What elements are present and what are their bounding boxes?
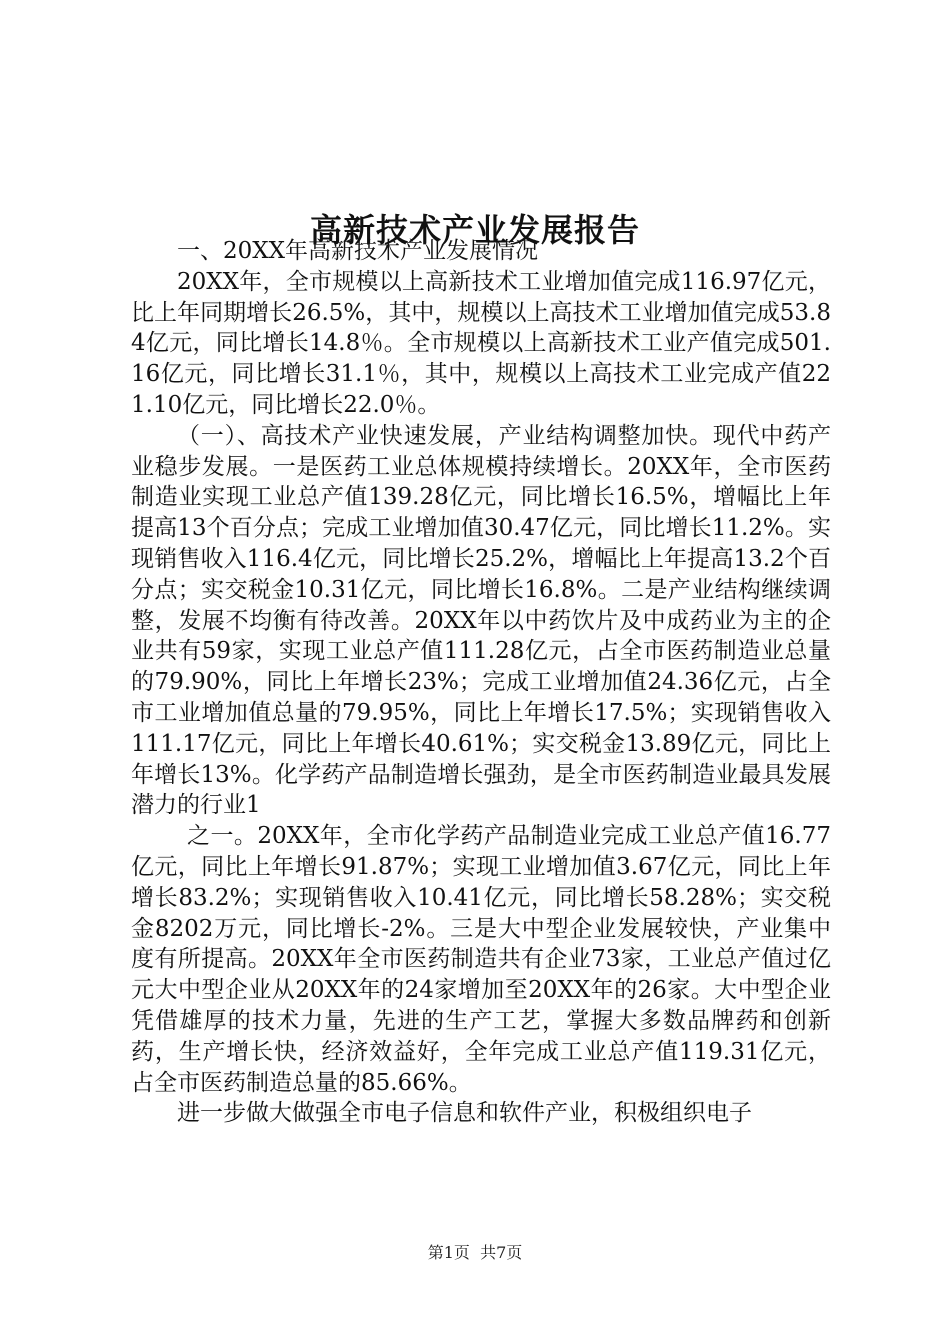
page-total: 共7页 (480, 1243, 523, 1262)
page-number: 第1页 (427, 1243, 470, 1262)
section-heading: 一、20XX年高新技术产业发展情况 (177, 238, 539, 264)
document-title: 高新技术产业发展报告 (309, 211, 640, 250)
paragraph: 20XX年，全市规模以上高新技术工业增加值完成116.97亿元，比上年同期增长26.5%，其中，规模以上高技术工业增加值完成53.84亿元，同比增长14.8％。全市规模以上高新技术工业产值完成501.16亿元，同比增长31.1％，其中，规模以上高技术工业完成产值221.10亿元，同比增长22.0％。 (131, 268, 831, 418)
paragraph: 进一步做大做强全市电子信息和软件产业，积极组织电子 (177, 1100, 752, 1127)
document-body (131, 236, 831, 1129)
paragraph: 之一。20XX年，全市化学药产品制造业完成工业总产值16.77亿元，同比上年增长91.87%；实现工业增加值3.67亿元，同比上年增长83.2%；实现销售收入10.41亿元，同比增长58.28%；实交税金8202万元，同比增长-2%。三是大中型企业发展较快，产业集中度有所提高。20XX年全市医药制造共有企业73家，工业总产值过亿元大中型企业从20XX年的24家增加至20XX年的26家。大中型企业凭借雄厚的技术力量，先进的生产工艺，掌握大多数品牌药和创新药，生产增长快，经济效益好，全年完成工业总产值119.31亿元，占全市医药制造总量的85.66%。 (131, 823, 831, 1096)
page-footer (0, 1242, 950, 1264)
paragraph: （一）、高技术产业快速发展，产业结构调整加快。现代中药产业稳步发展。一是医药工业总体规模持续增长。20XX年，全市医药制造业实现工业总产值139.28亿元，同比增长16.5%，增幅比上年提高13个百分点；完成工业增加值30.47亿元，同比增长11.2%。实现销售收入116.4亿元，同比增长25.2%，增幅比上年提高13.2个百分点；实交税金10.31亿元，同比增长16.8%。二是产业结构继续调整，发展不均衡有待改善。20XX年以中药饮片及中成药业为主的企业共有59家，实现工业总产值111.28亿元，占全市医药制造业总量的79.90%，同比上年增长23%；完成工业增加值24.36亿元，占全市工业增加值总量的79.95%，同比上年增长17.5%；实现销售收入111.17亿元，同比上年增长40.61%；实交税金13.89亿元，同比上年增长13%。化学药产品制造增长强劲，是全市医药制造业最具发展潜力的行业1 (131, 422, 831, 819)
